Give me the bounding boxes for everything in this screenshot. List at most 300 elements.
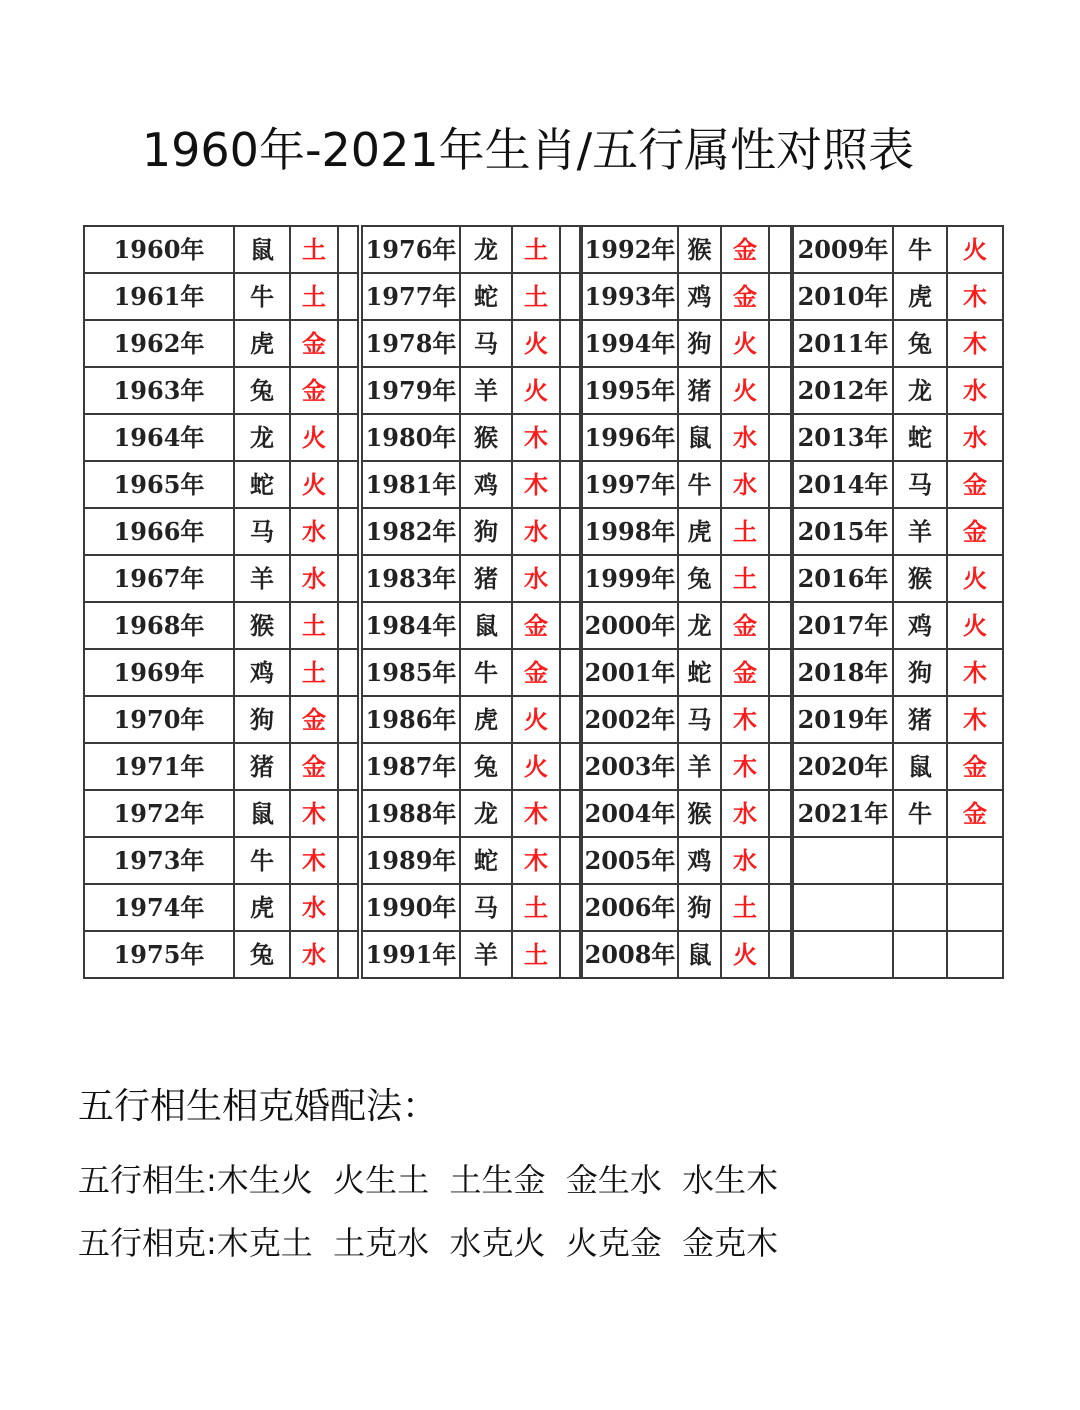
spacer-cell	[560, 555, 580, 602]
table-row	[362, 226, 580, 273]
year-cell: 2015年	[793, 508, 893, 555]
zodiac-animal-cell: 兔	[234, 367, 290, 414]
spacer-cell	[560, 837, 580, 884]
table-row	[84, 790, 358, 837]
table-row	[793, 931, 1003, 978]
year-cell: 2001年	[582, 649, 678, 696]
five-element-cell	[947, 837, 1003, 884]
zodiac-animal-cell: 兔	[234, 931, 290, 978]
zodiac-animal-cell: 鸡	[234, 649, 290, 696]
zodiac-animal-cell: 牛	[893, 226, 947, 273]
table-row	[362, 931, 580, 978]
zodiac-animal-cell: 龙	[460, 790, 512, 837]
overcoming-cycle-line: 五行相克:木克土 土克水 水克火 火克金 金克木	[78, 1224, 779, 1262]
zodiac-animal-cell: 马	[460, 320, 512, 367]
five-element-cell: 水	[721, 461, 769, 508]
table-row	[582, 743, 791, 790]
table-row	[582, 461, 791, 508]
table-block-3	[581, 225, 792, 979]
table-row	[582, 837, 791, 884]
table-row	[362, 320, 580, 367]
year-cell: 1980年	[362, 414, 460, 461]
table-row	[793, 837, 1003, 884]
year-cell: 2017年	[793, 602, 893, 649]
five-element-cell: 木	[947, 696, 1003, 743]
five-element-cell: 火	[512, 320, 560, 367]
table-row	[84, 696, 358, 743]
year-cell: 1966年	[84, 508, 234, 555]
year-cell: 1973年	[84, 837, 234, 884]
zodiac-animal-cell: 马	[234, 508, 290, 555]
zodiac-animal-cell: 猴	[893, 555, 947, 602]
zodiac-table	[361, 225, 581, 979]
year-cell: 1987年	[362, 743, 460, 790]
spacer-cell	[560, 649, 580, 696]
year-cell: 1983年	[362, 555, 460, 602]
five-element-cell: 土	[290, 602, 338, 649]
spacer-cell	[560, 743, 580, 790]
table-row	[362, 837, 580, 884]
zodiac-animal-cell: 鼠	[678, 931, 721, 978]
five-element-cell: 木	[947, 320, 1003, 367]
spacer-cell	[338, 273, 358, 320]
year-cell: 1972年	[84, 790, 234, 837]
five-element-cell: 土	[512, 226, 560, 273]
zodiac-animal-cell: 猪	[678, 367, 721, 414]
five-element-cell: 金	[947, 461, 1003, 508]
table-row	[793, 884, 1003, 931]
year-cell: 1974年	[84, 884, 234, 931]
table-row	[362, 367, 580, 414]
table-row	[84, 602, 358, 649]
zodiac-animal-cell: 鸡	[460, 461, 512, 508]
year-cell: 1986年	[362, 696, 460, 743]
five-element-cell: 木	[721, 743, 769, 790]
year-cell: 1979年	[362, 367, 460, 414]
zodiac-animal-cell: 猪	[460, 555, 512, 602]
table-row	[582, 367, 791, 414]
table-row	[362, 414, 580, 461]
zodiac-animal-cell: 虎	[234, 884, 290, 931]
spacer-cell	[560, 367, 580, 414]
year-cell: 1960年	[84, 226, 234, 273]
five-element-cell: 木	[512, 790, 560, 837]
five-element-cell: 木	[947, 273, 1003, 320]
five-element-cell: 火	[721, 367, 769, 414]
five-element-cell: 木	[947, 649, 1003, 696]
five-element-cell: 水	[290, 508, 338, 555]
zodiac-animal-cell: 蛇	[893, 414, 947, 461]
table-row	[582, 508, 791, 555]
year-cell: 1993年	[582, 273, 678, 320]
five-element-cell: 金	[512, 602, 560, 649]
five-element-cell: 土	[721, 884, 769, 931]
five-element-cell: 金	[290, 367, 338, 414]
five-element-cell: 火	[512, 743, 560, 790]
five-element-cell: 火	[947, 226, 1003, 273]
table-row	[582, 555, 791, 602]
spacer-cell	[769, 226, 791, 273]
zodiac-animal-cell: 羊	[460, 931, 512, 978]
zodiac-animal-cell: 鸡	[678, 273, 721, 320]
generating-cycle-line: 五行相生:木生火 火生土 土生金 金生水 水生木	[78, 1161, 779, 1199]
spacer-cell	[338, 884, 358, 931]
table-row	[793, 743, 1003, 790]
zodiac-animal-cell: 龙	[460, 226, 512, 273]
five-element-cell: 金	[290, 696, 338, 743]
spacer-cell	[769, 602, 791, 649]
table-row	[362, 555, 580, 602]
spacer-cell	[560, 602, 580, 649]
spacer-cell	[560, 884, 580, 931]
spacer-cell	[560, 320, 580, 367]
year-cell: 2019年	[793, 696, 893, 743]
table-row	[582, 649, 791, 696]
table-row	[84, 273, 358, 320]
year-cell: 2020年	[793, 743, 893, 790]
five-element-cell: 水	[947, 414, 1003, 461]
spacer-cell	[338, 320, 358, 367]
year-cell: 1985年	[362, 649, 460, 696]
zodiac-animal-cell: 牛	[678, 461, 721, 508]
five-element-cell: 土	[512, 273, 560, 320]
zodiac-animal-cell: 鼠	[460, 602, 512, 649]
zodiac-animal-cell: 狗	[460, 508, 512, 555]
year-cell: 2000年	[582, 602, 678, 649]
table-row	[793, 226, 1003, 273]
five-element-cell: 土	[290, 649, 338, 696]
table-row	[793, 367, 1003, 414]
zodiac-animal-cell: 牛	[234, 273, 290, 320]
spacer-cell	[769, 508, 791, 555]
five-element-cell: 火	[290, 414, 338, 461]
spacer-cell	[769, 790, 791, 837]
spacer-cell	[560, 414, 580, 461]
year-cell: 1988年	[362, 790, 460, 837]
five-element-cell: 土	[290, 226, 338, 273]
zodiac-animal-cell: 猴	[678, 226, 721, 273]
zodiac-animal-cell: 蛇	[678, 649, 721, 696]
table-row	[793, 696, 1003, 743]
spacer-cell	[560, 226, 580, 273]
table-row	[84, 367, 358, 414]
five-element-cell: 金	[721, 602, 769, 649]
zodiac-animal-cell: 兔	[460, 743, 512, 790]
spacer-cell	[338, 837, 358, 884]
zodiac-table	[83, 225, 359, 979]
table-row	[582, 226, 791, 273]
page-title: 1960年-2021年生肖/五行属性对照表	[141, 123, 915, 177]
zodiac-animal-cell: 鼠	[893, 743, 947, 790]
five-element-cell: 水	[512, 508, 560, 555]
five-element-cell: 水	[721, 837, 769, 884]
table-row	[793, 414, 1003, 461]
five-element-cell	[947, 931, 1003, 978]
year-cell: 2018年	[793, 649, 893, 696]
five-element-cell: 土	[512, 884, 560, 931]
table-row	[793, 273, 1003, 320]
table-row	[582, 931, 791, 978]
spacer-cell	[769, 696, 791, 743]
zodiac-animal-cell	[893, 931, 947, 978]
spacer-cell	[560, 790, 580, 837]
year-cell: 1995年	[582, 367, 678, 414]
table-row	[84, 931, 358, 978]
table-row	[582, 273, 791, 320]
table-row	[84, 884, 358, 931]
zodiac-animal-cell: 猪	[234, 743, 290, 790]
year-cell: 2012年	[793, 367, 893, 414]
zodiac-animal-cell: 猴	[460, 414, 512, 461]
year-cell: 1961年	[84, 273, 234, 320]
year-cell: 1999年	[582, 555, 678, 602]
spacer-cell	[769, 461, 791, 508]
zodiac-animal-cell: 狗	[234, 696, 290, 743]
spacer-cell	[769, 367, 791, 414]
table-block-2	[361, 225, 581, 979]
zodiac-animal-cell: 鼠	[234, 226, 290, 273]
five-element-cell: 水	[290, 884, 338, 931]
five-element-cell: 金	[512, 649, 560, 696]
year-cell: 1969年	[84, 649, 234, 696]
table-row	[84, 226, 358, 273]
spacer-cell	[338, 226, 358, 273]
table-row	[793, 602, 1003, 649]
spacer-cell	[338, 555, 358, 602]
zodiac-animal-cell: 虎	[678, 508, 721, 555]
five-element-cell: 水	[512, 555, 560, 602]
year-cell: 2004年	[582, 790, 678, 837]
five-element-cell: 土	[721, 508, 769, 555]
table-row	[84, 555, 358, 602]
year-cell: 1997年	[582, 461, 678, 508]
zodiac-animal-cell: 羊	[678, 743, 721, 790]
year-cell: 1975年	[84, 931, 234, 978]
five-element-cell: 木	[721, 696, 769, 743]
zodiac-table	[792, 225, 1004, 979]
year-cell: 1996年	[582, 414, 678, 461]
table-row	[582, 320, 791, 367]
spacer-cell	[769, 273, 791, 320]
table-row	[84, 743, 358, 790]
five-element-cell: 金	[947, 743, 1003, 790]
five-element-cell: 木	[512, 837, 560, 884]
table-row	[362, 649, 580, 696]
five-element-cell: 木	[290, 837, 338, 884]
spacer-cell	[560, 931, 580, 978]
year-cell: 2011年	[793, 320, 893, 367]
spacer-cell	[769, 414, 791, 461]
table-row	[84, 649, 358, 696]
year-cell: 1962年	[84, 320, 234, 367]
table-row	[362, 884, 580, 931]
table-row	[582, 414, 791, 461]
spacer-cell	[560, 508, 580, 555]
year-cell: 1994年	[582, 320, 678, 367]
zodiac-animal-cell: 龙	[678, 602, 721, 649]
spacer-cell	[338, 414, 358, 461]
year-cell	[793, 884, 893, 931]
year-cell: 2014年	[793, 461, 893, 508]
year-cell: 2016年	[793, 555, 893, 602]
zodiac-table	[581, 225, 792, 979]
zodiac-animal-cell: 牛	[460, 649, 512, 696]
table-row	[582, 884, 791, 931]
zodiac-animal-cell: 马	[893, 461, 947, 508]
table-row	[84, 414, 358, 461]
table-row	[362, 743, 580, 790]
spacer-cell	[769, 884, 791, 931]
zodiac-animal-cell: 兔	[893, 320, 947, 367]
table-row	[582, 790, 791, 837]
zodiac-animal-cell: 羊	[234, 555, 290, 602]
year-cell: 1992年	[582, 226, 678, 273]
five-element-cell: 火	[947, 555, 1003, 602]
year-cell	[793, 931, 893, 978]
spacer-cell	[560, 696, 580, 743]
spacer-cell	[338, 790, 358, 837]
spacer-cell	[338, 743, 358, 790]
zodiac-animal-cell: 羊	[893, 508, 947, 555]
spacer-cell	[338, 649, 358, 696]
table-row	[362, 790, 580, 837]
spacer-cell	[769, 931, 791, 978]
zodiac-animal-cell: 兔	[678, 555, 721, 602]
table-row	[362, 461, 580, 508]
zodiac-animal-cell: 鼠	[678, 414, 721, 461]
year-cell: 1978年	[362, 320, 460, 367]
zodiac-animal-cell: 猴	[678, 790, 721, 837]
table-row	[84, 837, 358, 884]
table-row	[793, 320, 1003, 367]
five-element-cell: 土	[721, 555, 769, 602]
zodiac-animal-cell: 马	[678, 696, 721, 743]
five-element-cell: 水	[290, 931, 338, 978]
zodiac-animal-cell: 鸡	[893, 602, 947, 649]
five-element-cell: 水	[721, 414, 769, 461]
year-cell: 1968年	[84, 602, 234, 649]
five-element-cell: 金	[721, 649, 769, 696]
year-cell: 1967年	[84, 555, 234, 602]
year-cell: 1965年	[84, 461, 234, 508]
zodiac-animal-cell: 狗	[893, 649, 947, 696]
table-row	[793, 508, 1003, 555]
zodiac-animal-cell: 猪	[893, 696, 947, 743]
zodiac-animal-cell: 鸡	[678, 837, 721, 884]
zodiac-animal-cell: 虎	[460, 696, 512, 743]
five-element-cell: 水	[290, 555, 338, 602]
five-element-cell: 火	[512, 367, 560, 414]
year-cell: 1984年	[362, 602, 460, 649]
five-element-cell: 金	[721, 226, 769, 273]
spacer-cell	[769, 743, 791, 790]
table-row	[362, 602, 580, 649]
five-element-cell: 金	[947, 790, 1003, 837]
spacer-cell	[338, 508, 358, 555]
year-cell: 1998年	[582, 508, 678, 555]
table-row	[582, 696, 791, 743]
year-cell: 1964年	[84, 414, 234, 461]
table-row	[362, 273, 580, 320]
zodiac-animal-cell: 狗	[678, 320, 721, 367]
five-element-cell: 火	[947, 602, 1003, 649]
year-cell: 1989年	[362, 837, 460, 884]
five-element-cell: 金	[290, 743, 338, 790]
five-element-cell: 水	[947, 367, 1003, 414]
year-cell: 1970年	[84, 696, 234, 743]
table-block-1	[83, 225, 359, 979]
zodiac-animal-cell: 龙	[893, 367, 947, 414]
five-element-cell: 土	[512, 931, 560, 978]
zodiac-animal-cell: 虎	[234, 320, 290, 367]
five-element-cell: 火	[290, 461, 338, 508]
spacer-cell	[338, 696, 358, 743]
table-row	[793, 649, 1003, 696]
five-element-cell: 金	[721, 273, 769, 320]
table-row	[362, 508, 580, 555]
five-element-cell: 火	[721, 320, 769, 367]
spacer-cell	[560, 273, 580, 320]
zodiac-animal-cell: 蛇	[460, 273, 512, 320]
year-cell: 2005年	[582, 837, 678, 884]
zodiac-animal-cell: 鼠	[234, 790, 290, 837]
zodiac-animal-cell: 马	[460, 884, 512, 931]
spacer-cell	[338, 931, 358, 978]
year-cell	[793, 837, 893, 884]
zodiac-animal-cell: 蛇	[460, 837, 512, 884]
zodiac-animal-cell: 狗	[678, 884, 721, 931]
five-element-cell: 火	[512, 696, 560, 743]
year-cell: 2010年	[793, 273, 893, 320]
zodiac-animal-cell	[893, 837, 947, 884]
rules-heading: 五行相生相克婚配法：	[78, 1086, 439, 1127]
year-cell: 2021年	[793, 790, 893, 837]
table-row	[362, 696, 580, 743]
year-cell: 2006年	[582, 884, 678, 931]
year-cell: 2008年	[582, 931, 678, 978]
table-row	[793, 461, 1003, 508]
year-cell: 2003年	[582, 743, 678, 790]
table-row	[84, 320, 358, 367]
year-cell: 1963年	[84, 367, 234, 414]
year-cell: 2009年	[793, 226, 893, 273]
zodiac-animal-cell: 蛇	[234, 461, 290, 508]
five-element-cell	[947, 884, 1003, 931]
table-row	[793, 555, 1003, 602]
five-element-cell: 金	[290, 320, 338, 367]
spacer-cell	[769, 837, 791, 884]
zodiac-animal-cell: 龙	[234, 414, 290, 461]
table-row	[84, 461, 358, 508]
spacer-cell	[338, 461, 358, 508]
year-cell: 1971年	[84, 743, 234, 790]
zodiac-animal-cell: 猴	[234, 602, 290, 649]
spacer-cell	[769, 649, 791, 696]
zodiac-animal-cell: 牛	[893, 790, 947, 837]
year-cell: 1990年	[362, 884, 460, 931]
five-element-cell: 木	[512, 461, 560, 508]
year-cell: 2013年	[793, 414, 893, 461]
table-row	[793, 790, 1003, 837]
spacer-cell	[769, 320, 791, 367]
five-element-cell: 土	[290, 273, 338, 320]
year-cell: 1982年	[362, 508, 460, 555]
five-element-cell: 金	[947, 508, 1003, 555]
spacer-cell	[338, 367, 358, 414]
table-row	[84, 508, 358, 555]
year-cell: 2002年	[582, 696, 678, 743]
table-row	[582, 602, 791, 649]
